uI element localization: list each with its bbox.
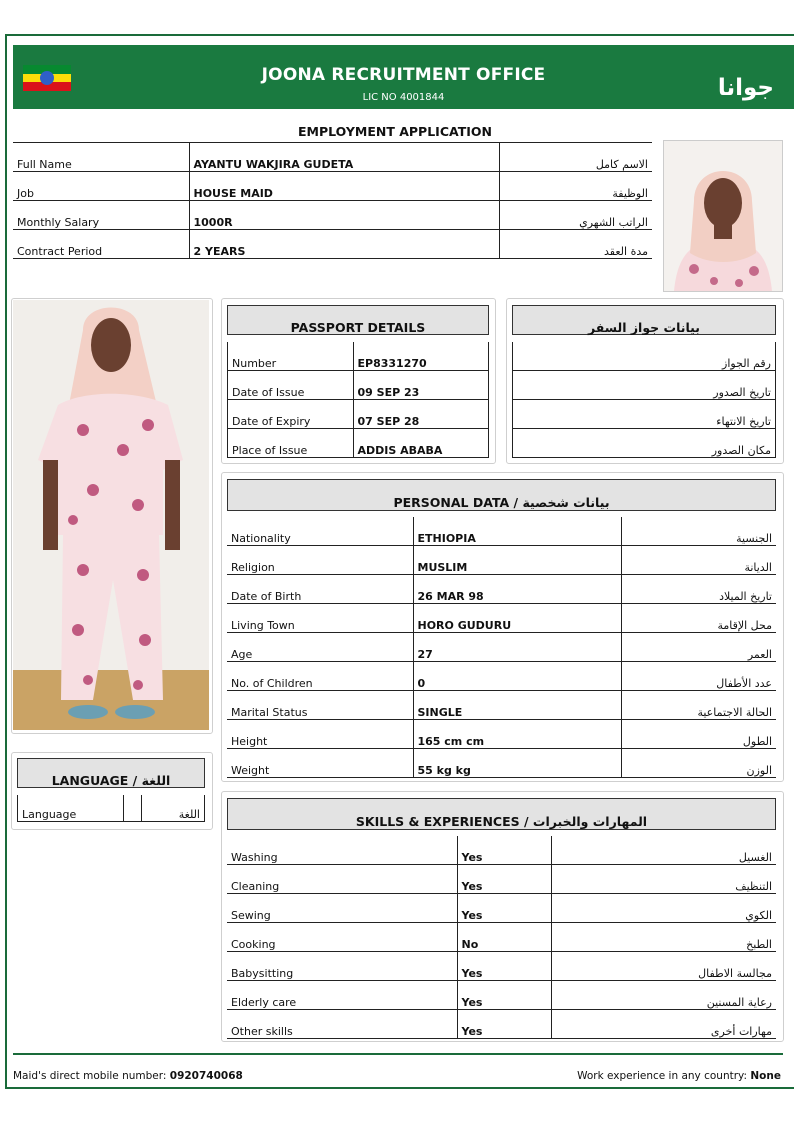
language-title: LANGUAGE / اللغة bbox=[17, 758, 205, 788]
row-value: AYANTU WAKJIRA GUDETA bbox=[189, 143, 499, 172]
passport-table bbox=[227, 342, 489, 458]
row-label: Full Name bbox=[13, 143, 189, 172]
personal-row bbox=[227, 749, 776, 778]
row-label: No. of Children bbox=[227, 662, 413, 691]
row-label: Cleaning bbox=[227, 865, 457, 894]
personal-table bbox=[227, 517, 776, 778]
language-value-cell bbox=[124, 795, 142, 822]
skill-row bbox=[227, 1010, 776, 1039]
skill-row bbox=[227, 894, 776, 923]
row-label: Other skills bbox=[227, 1010, 457, 1039]
row-value: 27 bbox=[413, 633, 621, 662]
page-header bbox=[13, 45, 794, 109]
row-label-arabic: مهارات أخرى bbox=[551, 1010, 776, 1039]
personal-row bbox=[227, 604, 776, 633]
passport-row bbox=[228, 342, 489, 371]
row-value: 07 SEP 28 bbox=[353, 400, 488, 429]
row-value: Yes bbox=[457, 894, 551, 923]
row-label: Sewing bbox=[227, 894, 457, 923]
skill-row bbox=[227, 836, 776, 865]
row-label-arabic: الوظيفة bbox=[499, 172, 652, 201]
row-value: HOUSE MAID bbox=[189, 172, 499, 201]
passport-arabic-row bbox=[513, 371, 776, 400]
footer-divider bbox=[13, 1053, 783, 1055]
row-label-arabic: التنظيف bbox=[551, 865, 776, 894]
row-label-arabic: مجالسة الاطفال bbox=[551, 952, 776, 981]
row-label: Contract Period bbox=[13, 230, 189, 259]
row-value: 2 YEARS bbox=[189, 230, 499, 259]
passport-arabic-row bbox=[513, 400, 776, 429]
skills-title: SKILLS & EXPERIENCES / المهارات والخبرات bbox=[227, 798, 776, 830]
row-label-arabic: الراتب الشهري bbox=[499, 201, 652, 230]
row-value: 0 bbox=[413, 662, 621, 691]
personal-row bbox=[227, 546, 776, 575]
row-label: Monthly Salary bbox=[13, 201, 189, 230]
language-label-arabic: اللغة bbox=[142, 795, 205, 822]
row-label: Living Town bbox=[227, 604, 413, 633]
row-value: HORO GUDURU bbox=[413, 604, 621, 633]
row-label-arabic: مكان الصدور bbox=[513, 429, 776, 458]
office-title: JOONA RECRUITMENT OFFICE bbox=[261, 65, 546, 85]
passport-row bbox=[228, 400, 489, 429]
full-body-photo bbox=[13, 300, 209, 730]
row-label-arabic: تاريخ الميلاد bbox=[621, 575, 776, 604]
row-value: ETHIOPIA bbox=[413, 517, 621, 546]
mobile-value: 0920740068 bbox=[169, 1070, 243, 1082]
row-value: Yes bbox=[457, 836, 551, 865]
experience-label: Work experience in any country: bbox=[577, 1070, 748, 1082]
portrait-photo bbox=[663, 140, 783, 292]
application-row bbox=[13, 230, 652, 259]
language-table bbox=[17, 795, 205, 822]
row-label: Cooking bbox=[227, 923, 457, 952]
row-value: 1000R bbox=[189, 201, 499, 230]
row-label: Washing bbox=[227, 836, 457, 865]
row-label: Age bbox=[227, 633, 413, 662]
skill-row bbox=[227, 923, 776, 952]
row-label-arabic: الاسم كامل bbox=[499, 143, 652, 172]
row-value: ADDIS ABABA bbox=[353, 429, 488, 458]
personal-row bbox=[227, 720, 776, 749]
passport-arabic-table bbox=[512, 342, 776, 458]
experience-value: None bbox=[750, 1070, 781, 1082]
row-label: Date of Issue bbox=[228, 371, 354, 400]
language-label: Language bbox=[18, 795, 124, 822]
passport-arabic-row bbox=[513, 429, 776, 458]
skill-row bbox=[227, 865, 776, 894]
row-label: Nationality bbox=[227, 517, 413, 546]
row-value: 165 cm cm bbox=[413, 720, 621, 749]
row-value: SINGLE bbox=[413, 691, 621, 720]
personal-row bbox=[227, 691, 776, 720]
row-label-arabic: الطبخ bbox=[551, 923, 776, 952]
row-label-arabic: مدة العقد bbox=[499, 230, 652, 259]
office-arabic-name: جوانا bbox=[717, 75, 774, 101]
license-number: LIC NO 4001844 bbox=[362, 92, 445, 103]
row-value: Yes bbox=[457, 981, 551, 1010]
row-label-arabic: العمر bbox=[621, 633, 776, 662]
row-label-arabic: تاريخ الانتهاء bbox=[513, 400, 776, 429]
row-label-arabic: الحالة الاجتماعية bbox=[621, 691, 776, 720]
row-label: Marital Status bbox=[227, 691, 413, 720]
row-value: No bbox=[457, 923, 551, 952]
personal-row bbox=[227, 662, 776, 691]
row-label: Babysitting bbox=[227, 952, 457, 981]
application-row bbox=[13, 172, 652, 201]
row-label-arabic: تاريخ الصدور bbox=[513, 371, 776, 400]
row-value: 26 MAR 98 bbox=[413, 575, 621, 604]
row-value: Yes bbox=[457, 865, 551, 894]
row-label-arabic: الغسيل bbox=[551, 836, 776, 865]
row-label: Job bbox=[13, 172, 189, 201]
personal-row bbox=[227, 517, 776, 546]
row-label: Religion bbox=[227, 546, 413, 575]
row-label: Weight bbox=[227, 749, 413, 778]
row-label: Elderly care bbox=[227, 981, 457, 1010]
application-table bbox=[13, 142, 652, 259]
row-label: Number bbox=[228, 342, 354, 371]
row-value: MUSLIM bbox=[413, 546, 621, 575]
row-label: Date of Expiry bbox=[228, 400, 354, 429]
row-value: 09 SEP 23 bbox=[353, 371, 488, 400]
personal-title: PERSONAL DATA / بيانات شخصية bbox=[227, 479, 776, 511]
row-value: 55 kg kg bbox=[413, 749, 621, 778]
skill-row bbox=[227, 952, 776, 981]
passport-arabic-row bbox=[513, 342, 776, 371]
row-label-arabic: عدد الأطفال bbox=[621, 662, 776, 691]
mobile-label: Maid's direct mobile number: bbox=[13, 1070, 167, 1082]
row-label-arabic: رقم الجواز bbox=[513, 342, 776, 371]
row-label-arabic: الديانة bbox=[621, 546, 776, 575]
row-label: Date of Birth bbox=[227, 575, 413, 604]
passport-row bbox=[228, 429, 489, 458]
passport-title: PASSPORT DETAILS bbox=[227, 305, 489, 335]
row-label-arabic: الطول bbox=[621, 720, 776, 749]
row-label-arabic: رعاية المسنين bbox=[551, 981, 776, 1010]
row-value: Yes bbox=[457, 952, 551, 981]
passport-row bbox=[228, 371, 489, 400]
row-value: Yes bbox=[457, 1010, 551, 1039]
row-label-arabic: الوزن bbox=[621, 749, 776, 778]
skill-row bbox=[227, 981, 776, 1010]
row-label-arabic: محل الإقامة bbox=[621, 604, 776, 633]
row-label-arabic: الجنسية bbox=[621, 517, 776, 546]
application-row bbox=[13, 143, 652, 172]
row-label: Height bbox=[227, 720, 413, 749]
passport-arabic-title: بيانات جواز السفر bbox=[512, 305, 776, 335]
skills-table bbox=[227, 836, 776, 1039]
footer-mobile bbox=[13, 1070, 243, 1082]
personal-row bbox=[227, 575, 776, 604]
application-row bbox=[13, 201, 652, 230]
personal-row bbox=[227, 633, 776, 662]
row-label: Place of Issue bbox=[228, 429, 354, 458]
footer-experience bbox=[577, 1070, 781, 1082]
row-value: EP8331270 bbox=[353, 342, 488, 371]
language-row bbox=[18, 795, 205, 822]
application-title: EMPLOYMENT APPLICATION bbox=[298, 124, 492, 139]
row-label-arabic: الكوي bbox=[551, 894, 776, 923]
